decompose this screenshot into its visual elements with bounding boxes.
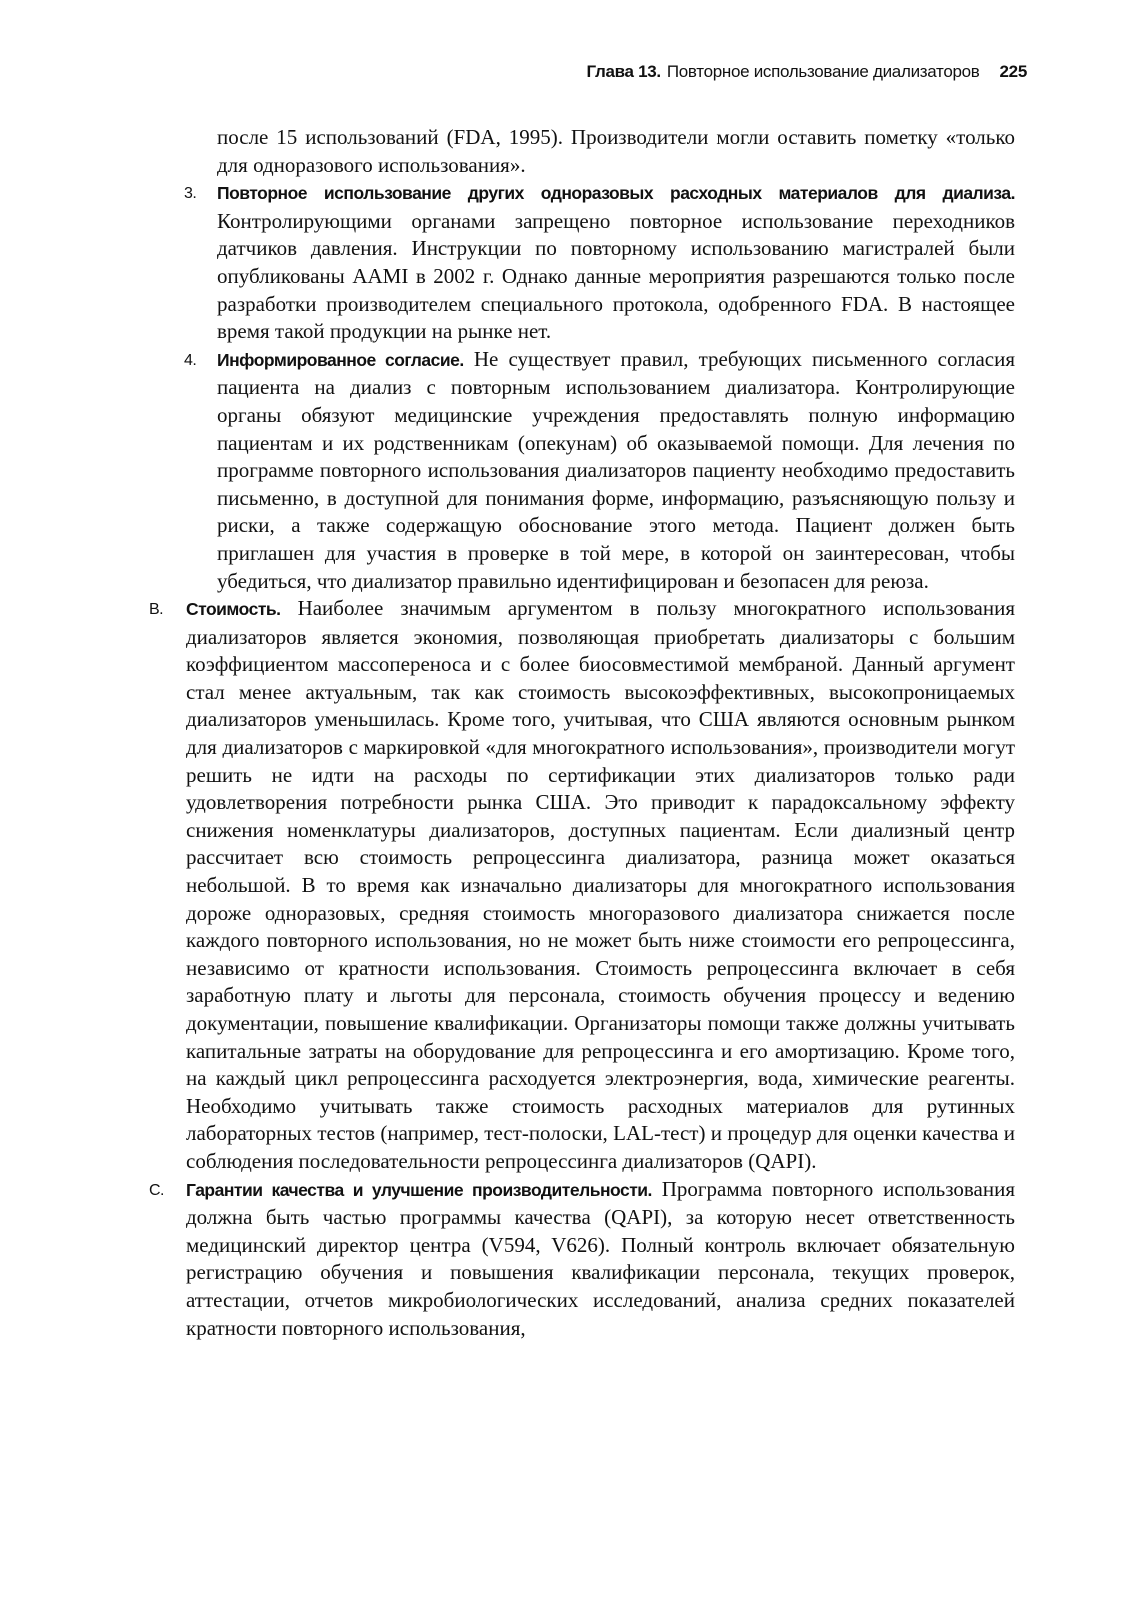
list-item-3 (184, 179, 1015, 346)
body-text (0, 124, 1127, 1342)
list-item-4 (184, 346, 1016, 595)
section-b (149, 595, 1015, 1175)
list-marker: 3. (184, 185, 197, 203)
section-marker: C. (149, 1181, 164, 1199)
section-c (149, 1176, 1015, 1343)
page-number: 225 (999, 62, 1027, 81)
section-heading: Стоимость. (186, 599, 281, 620)
running-header (586, 62, 1027, 82)
section-text: Наиболее значимым аргументом в пользу многократного использования диализаторов является экономия, позволяющая приобретать диализаторы с большим коэффициентом массопереноса и с более биосовместимой мембраной. Данный аргумент стал менее актуальным, так как стоимость высокоэффективных, высокопроницаемых диализаторов уменьшилась. Кроме того, учитывая, что США являются основным рынком для диализаторов с маркировкой «для многократного использования», производители могут решить не идти на расходы по сертификации этих диализаторов только ради удовлетворения потребности рынка США. Это приводит к парадоксальному эффекту снижения номенклатуры диализаторов, доступных пациентам. Если диализный центр рассчитает всю стоимость репроцессинга диализатора, разница может оказаться небольшой. В то время как изначально диализаторы для многократного использования дороже одноразовых, средняя стоимость многоразового диализатора снижается после каждого повторного использования, но не может быть ниже стоимости его репроцессинга, независимо от кратности использования. Стоимость репроцессинга включает в себя заработную плату и льготы для персонала, стоимость обучения процессу и ведению документации, повышение квалификации. Организаторы помощи также должны учитывать капитальные затраты на оборудование для репроцессинга и его амортизацию. Кроме того, на каждый цикл репроцессинга расходуется электроэнергия, вода, химические реагенты. Необходимо учитывать также стоимость расходных материалов для рутинных лабораторных тестов (например, тест-полоски, LAL-тест) и процедур для оценки качества и соблюдения последовательности репроцессинга диализаторов (QAPI). (186, 596, 1015, 1173)
list-marker: 4. (184, 351, 197, 369)
item-text: Контролирующими органами запрещено повторное использование переходников датчиков давления. Инструкции по повторному использованию магистралей были опубликованы AAMI в 2002 г. Однако данные мероприятия разрешаются только после разработки производителем специального протокола, одобренного FDA. В настоящее время такой продукции на рынке нет. (217, 208, 1015, 344)
section-marker: B. (149, 601, 164, 619)
chapter-label: Глава 13. (586, 62, 661, 81)
section-text: Программа повторного использования должна быть частью программы качества (QAPI), за которую несет ответственность медицинский директор центра (V594, V626). Полный контроль включает обязательную регистрацию обучения и повышения квалификации персонала, текущих проверок, аттестации, отчетов микробиологических исследований, анализа средних показателей кратности повторного использования, (186, 1176, 1015, 1340)
continuation-paragraph (217, 124, 1015, 179)
item-text: Не существует правил, требующих письменного согласия пациента на диализ с повторным использованием диализатора. Контролирующие органы обязуют медицинские учреждения предоставлять полную информацию пациентам и их родственникам (опекунам) об оказываемой помощи. Для лечения по программе повторного использования диализаторов пациенту необходимо предоставить письменно, в доступной для понимания форме, информацию, разъясняющую пользу и риски, а также содержащую обоснование этого метода. Пациент должен быть приглашен для участия в проверке в той мере, в которой он заинтересован, чтобы убедиться, что диализатор правильно идентифицирован и безопасен для реюза. (217, 346, 1016, 593)
section-heading: Гарантии качества и улучшение производительности. (186, 1179, 652, 1200)
item-heading: Повторное использование других одноразовых расходных материалов для диализа. (217, 183, 1015, 204)
chapter-title: Повторное использование диализаторов (666, 62, 980, 81)
continuation-text: после 15 использований (FDA, 1995). Производители могли оставить пометку «только для одноразового использования». (217, 125, 1015, 177)
item-heading: Информированное согласие. (217, 349, 464, 370)
